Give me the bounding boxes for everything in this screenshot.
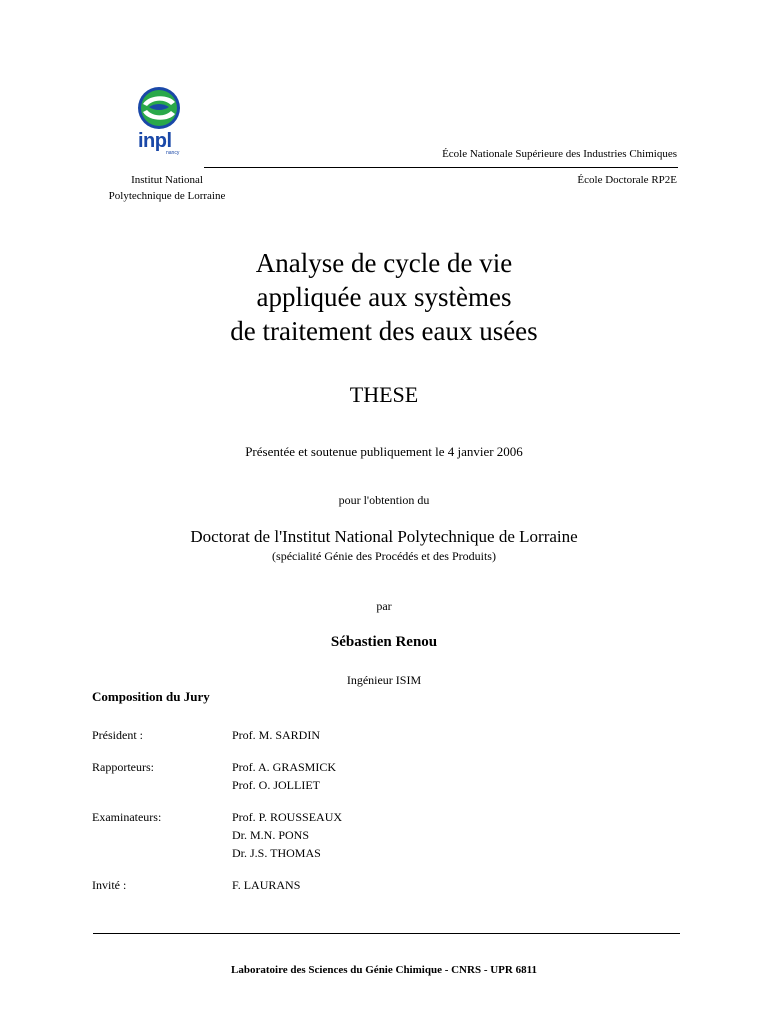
jury-member: Prof. M. SARDIN — [232, 728, 321, 742]
laboratory-name: Laboratoire des Sciences du Génie Chimique - CNRS - UPR 6811 — [231, 964, 537, 976]
jury-members — [232, 876, 300, 894]
author-name: Sébastien Renou — [330, 634, 438, 650]
jury-heading: Composition du Jury — [92, 689, 210, 704]
degree-name: Doctorat de l'Institut National Polytechnique de Lorraine — [190, 527, 578, 546]
jury-member: Dr. J.S. THOMAS — [232, 846, 321, 860]
jury-row-examinateurs — [92, 808, 612, 862]
jury-row-president — [92, 726, 612, 744]
defense-date-line: Présentée et soutenue publiquement le 4 janvier 2006 — [245, 444, 523, 459]
for-obtaining-line: pour l'obtention du — [338, 493, 430, 507]
title-line-1: Analyse de cycle de vie — [255, 248, 513, 278]
logo-subtitle: nancy — [166, 150, 180, 156]
jury-row-rapporteurs — [92, 758, 612, 794]
jury-members — [232, 808, 342, 862]
thesis-label: THESE — [349, 382, 419, 407]
logo-name: inpl — [138, 130, 172, 152]
jury-member: F. LAURANS — [232, 878, 301, 892]
jury-role: Invité : — [92, 878, 127, 892]
author-title: Ingénieur ISIM — [346, 673, 422, 687]
jury-list — [92, 726, 612, 908]
inpl-globe-icon — [135, 84, 183, 132]
jury-role: Rapporteurs: — [92, 760, 154, 774]
inpl-logo — [132, 84, 188, 162]
title-line-3: de traitement des eaux usées — [230, 316, 538, 346]
degree-specialty: (spécialité Génie des Procédés et des Produits) — [272, 549, 496, 563]
jury-row-invite — [92, 876, 612, 894]
thesis-title — [0, 246, 768, 348]
institute-line-2: Polytechnique de Lorraine — [108, 190, 226, 202]
header-divider — [204, 167, 678, 168]
footer-divider — [93, 933, 680, 934]
jury-role: Examinateurs: — [92, 810, 162, 824]
institute-name — [96, 172, 238, 204]
jury-member: Prof. O. JOLLIET — [232, 778, 320, 792]
title-line-2: appliquée aux systèmes — [256, 282, 512, 312]
jury-role: Président : — [92, 728, 143, 742]
doctoral-school: École Doctorale RP2E — [577, 174, 677, 186]
by-line: par — [376, 599, 392, 613]
jury-members — [232, 726, 320, 744]
school-name: École Nationale Supérieure des Industries Chimiques — [442, 148, 677, 160]
jury-members — [232, 758, 336, 794]
jury-member: Prof. A. GRASMICK — [232, 760, 337, 774]
jury-member: Prof. P. ROUSSEAUX — [232, 810, 343, 824]
jury-member: Dr. M.N. PONS — [232, 828, 310, 842]
institute-line-1: Institut National — [131, 174, 203, 186]
